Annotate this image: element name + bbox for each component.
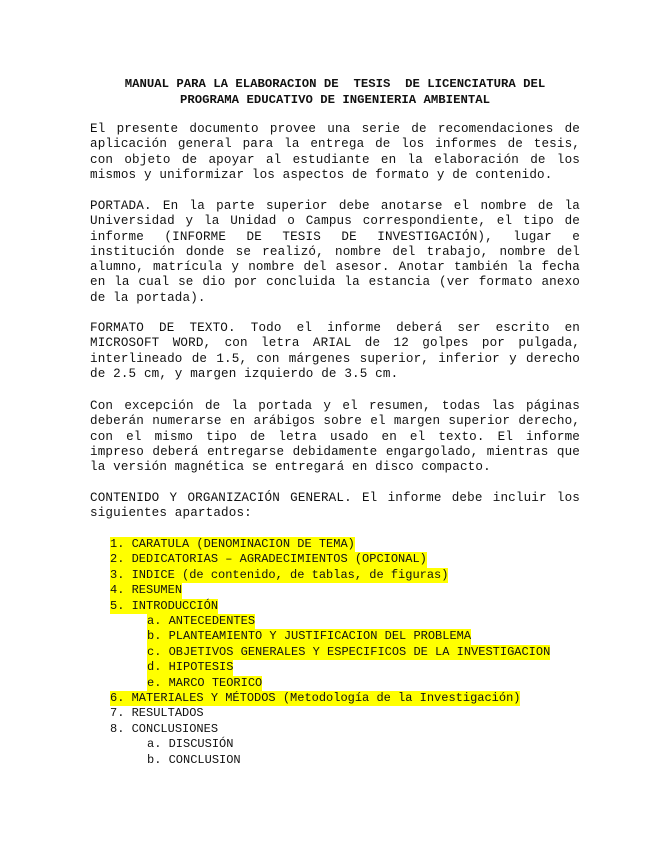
outline-item-number: b. [147, 752, 162, 767]
title-line-2: PROGRAMA EDUCATIVO DE INGENIERIA AMBIENTAL [180, 93, 490, 107]
outline-item-text: RESUMEN [131, 583, 183, 598]
intro-paragraph: El presente documento provee una serie de recomendaciones de aplicación general para la entrega de los informes de tesis, con objeto de apoyar al estudiante en la elaboración de los mismos y uniformizar los aspectos de formato y de contenido. [90, 122, 580, 182]
outline-item-line [110, 722, 218, 737]
outline-item-line [110, 706, 204, 721]
outline-item-number: 7. [110, 706, 125, 721]
outline-item-number: b. [147, 629, 162, 644]
outline-item [110, 706, 590, 721]
outline-item-number: a. [147, 614, 162, 629]
formato-paragraph: FORMATO DE TEXTO. Todo el informe deberá ser escrito en MICROSOFT WORD, con letra ARIAL de 12 golpes por pulgada, interlineado de 1.5, con márgenes superior, inferior y derecho de 2.5 cm, y margen izquierdo de 3.5 cm. [90, 321, 580, 381]
outline-item [110, 537, 590, 552]
outline-subitem [110, 645, 590, 660]
outline-item-text: PLANTEAMIENTO Y JUSTIFICACION DEL PROBLEMA [168, 629, 472, 644]
outline-item-number: 1. [110, 537, 125, 551]
outline-item-text: DISCUSIÓN [168, 737, 234, 752]
outline-subitem [110, 737, 590, 752]
outline-item-number: 8. [110, 721, 125, 736]
outline-item-line [110, 568, 448, 583]
outline-list [110, 537, 590, 768]
outline-item-line [110, 691, 520, 706]
outline-item [110, 583, 590, 598]
outline-item-text: RESULTADOS [131, 706, 204, 721]
outline-item [110, 691, 590, 706]
outline-item-text: MATERIALES Y MÉTODOS (Metodología de la Investigación) [131, 691, 521, 706]
title-line-1: MANUAL PARA LA ELABORACION DE TESIS DE LICENCIATURA DEL [124, 77, 546, 91]
outline-item-text: ANTECEDENTES [168, 614, 256, 629]
outline-item-line [147, 660, 233, 675]
outline-item-line [110, 552, 427, 567]
outline-item [110, 722, 590, 737]
outline-subitem [110, 614, 590, 629]
outline-item-text: OBJETIVOS GENERALES Y ESPECIFICOS DE LA INVESTIGACION [168, 644, 551, 659]
contenido-paragraph: CONTENIDO Y ORGANIZACIÓN GENERAL. El informe debe incluir los siguientes apartados: [90, 491, 580, 521]
outline-item-number: 3. [110, 567, 125, 582]
outline-subitem [110, 753, 590, 768]
outline-item-text: CARATULA (DENOMINACION DE TEMA) [131, 537, 355, 551]
outline-item-number: a. [147, 737, 162, 752]
outline-subitem [110, 629, 590, 644]
outline-item-number: 5. [110, 598, 125, 613]
outline-item-line [147, 753, 241, 768]
outline-item-text: CONCLUSION [168, 752, 241, 767]
numeracion-paragraph: Con excepción de la portada y el resumen, todas las páginas deberán numerarse en arábigos sobre el margen superior derecho, con el mismo tipo de letra usado en el texto. El informe impreso deberá entregarse debidamente engargolado, mientras que la versión magnética se entregará en disco compacto. [90, 399, 580, 475]
outline-item [110, 552, 590, 567]
outline-item-number: 4. [110, 583, 125, 598]
outline-item-line [147, 737, 233, 752]
outline-item-number: 2. [110, 552, 125, 567]
outline-item-line [147, 676, 262, 691]
outline-subitem [110, 660, 590, 675]
outline-item-number: c. [147, 644, 162, 659]
outline-item-text: HIPOTESIS [168, 660, 234, 675]
outline-item-number: 6. [110, 691, 125, 706]
portada-paragraph: PORTADA. En la parte superior debe anotarse el nombre de la Universidad y la Unidad o Campus correspondiente, el tipo de informe (INFORME DE TESIS DE INVESTIGACIÓN), lugar e institución donde se realizó, nombre del trabajo, nombre del alumno, matrícula y nombre del asesor. Anotar también la fecha en la cual se dio por concluida la estancia (ver formato anexo de la portada). [90, 199, 580, 305]
outline-item [110, 568, 590, 583]
outline-item-line [147, 645, 550, 660]
outline-item-line [147, 629, 471, 644]
outline-item-number: e. [147, 675, 162, 690]
outline-item-text: CONCLUSIONES [131, 721, 219, 736]
outline-item-text: INDICE (de contenido, de tablas, de figuras) [131, 567, 449, 582]
outline-item-text: DEDICATORIAS – AGRADECIMIENTOS (OPCIONAL) [131, 552, 427, 567]
outline-item-line [147, 614, 255, 629]
outline-subitem [110, 676, 590, 691]
document-title [90, 76, 580, 108]
outline-item-line [110, 583, 182, 598]
outline-item-number: d. [147, 660, 162, 675]
outline-item-text: MARCO TEORICO [168, 675, 263, 690]
outline-item-text: INTRODUCCIÓN [131, 598, 219, 613]
outline-item [110, 599, 590, 614]
outline-item-line [110, 537, 355, 552]
outline-item-line [110, 599, 218, 614]
